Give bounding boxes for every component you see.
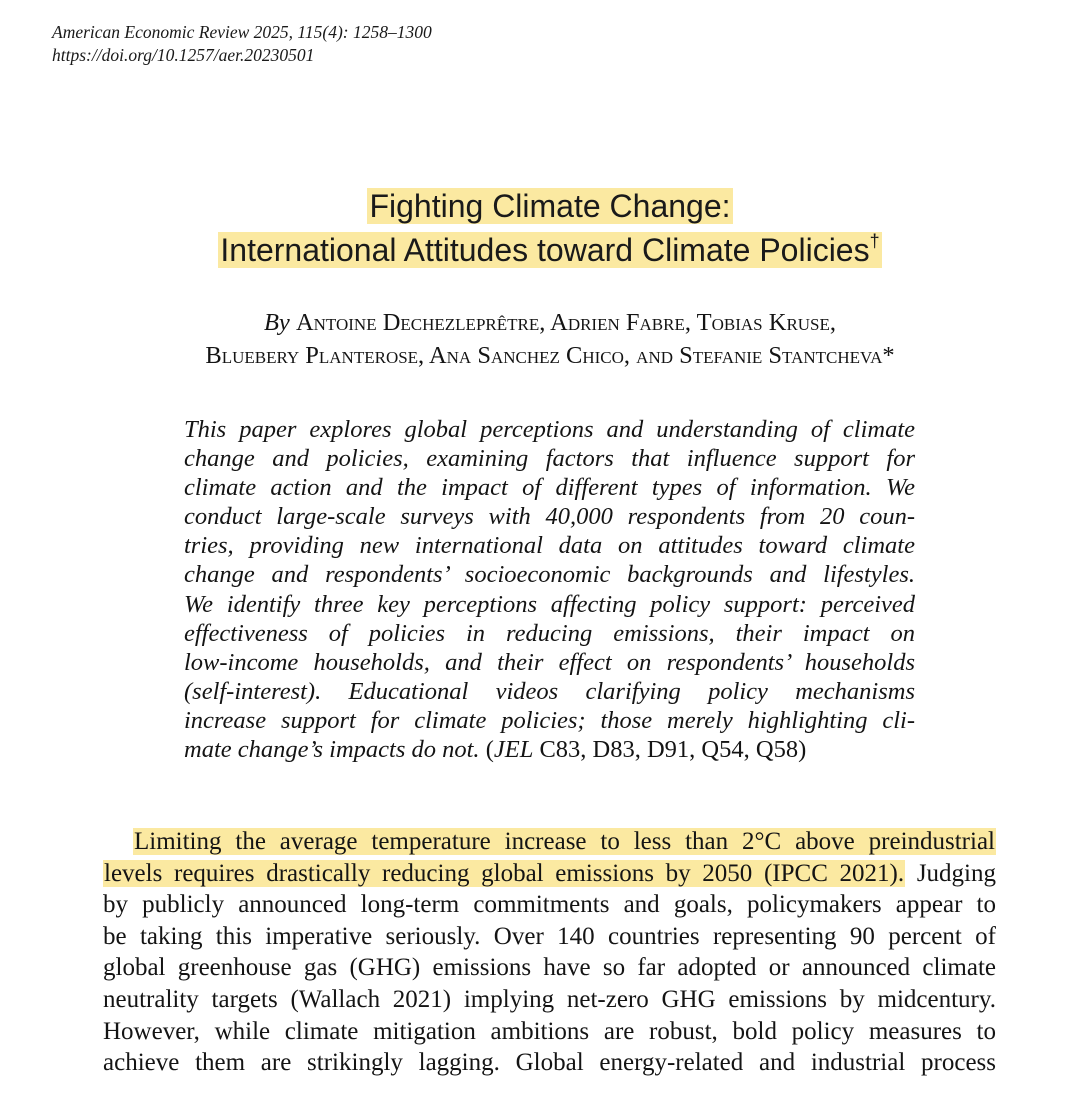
- authors-line-1: Antoine Dechezleprêtre, Adrien Fabre, Tobias Kruse,: [295, 309, 837, 336]
- jel-codes: (JEL C83, D83, D91, Q54, Q58): [485, 736, 807, 764]
- abstract-line: climate action and the impact of different types of information. We: [184, 474, 915, 502]
- author-byline: [0, 306, 1080, 372]
- paper-title: [0, 184, 1080, 272]
- abstract-line: change and respondents’ socioeconomic backgrounds and lifestyles.: [184, 561, 915, 589]
- intro-paragraph: [103, 826, 996, 1079]
- body-line: neutrality targets (Wallach 2021) implying net-zero GHG emissions by midcentury.: [103, 985, 996, 1013]
- highlighted-sentence-part-2: levels requires drastically reducing global emissions by 2050 (IPCC 2021).: [104, 859, 905, 887]
- abstract-line: tries, providing new international data on attitudes toward climate: [184, 532, 915, 560]
- jel-label: JEL: [493, 736, 534, 764]
- body-line: achieve them are strikingly lagging. Global energy-related and industrial process: [103, 1049, 996, 1077]
- abstract-last-line: mate change’s impacts do not. (JEL C83, D83, D91, Q54, Q58): [184, 736, 807, 764]
- body-line: global greenhouse gas (GHG) emissions have so far adopted or announced climate: [103, 954, 996, 982]
- dagger-footnote-mark[interactable]: †: [869, 231, 880, 251]
- body-line: be taking this imperative seriously. Over 140 countries representing 90 percent of: [103, 922, 996, 950]
- byline-by: By: [263, 309, 290, 336]
- authors-line-2: Bluebery Planterose, Ana Sanchez Chico, and Stefanie Stantcheva*: [205, 342, 895, 369]
- abstract-line: We identify three key perceptions affecting policy support: perceived: [184, 590, 915, 618]
- abstract-line: conduct large-scale surveys with 40,000 respondents from 20 coun-: [184, 503, 915, 531]
- body-line: levels requires drastically reducing global emissions by 2050 (IPCC 2021). Judging: [104, 859, 996, 887]
- abstract-line: effectiveness of policies in reducing emissions, their impact on: [184, 619, 915, 647]
- abstract: [184, 415, 915, 764]
- doi-link[interactable]: https://doi.org/10.1257/aer.20230501: [52, 45, 315, 65]
- abstract-line: change and policies, examining factors that influence support for: [184, 445, 915, 473]
- journal-header: [52, 21, 432, 67]
- highlighted-sentence-part-1: Limiting the average temperature increase to less than 2°C above preindustrial: [134, 828, 995, 855]
- abstract-line: increase support for climate policies; those merely highlighting cli-: [184, 706, 915, 734]
- abstract-line: (self-interest). Educational videos clarifying policy mechanisms: [184, 677, 915, 705]
- title-line-2: International Attitudes toward Climate Policies†: [220, 231, 880, 268]
- body-line: However, while climate mitigation ambitions are robust, bold policy measures to: [103, 1017, 996, 1045]
- abstract-line: This paper explores global perceptions and understanding of climate: [184, 416, 915, 443]
- journal-citation: American Economic Review 2025, 115(4): 1258–1300: [52, 22, 432, 42]
- body-line: by publicly announced long-term commitments and goals, policymakers appear to: [103, 891, 996, 919]
- abstract-line: low-income households, and their effect on respondents’ households: [184, 648, 915, 676]
- body-line: [103, 826, 996, 858]
- title-line-1: Fighting Climate Change:: [369, 188, 731, 224]
